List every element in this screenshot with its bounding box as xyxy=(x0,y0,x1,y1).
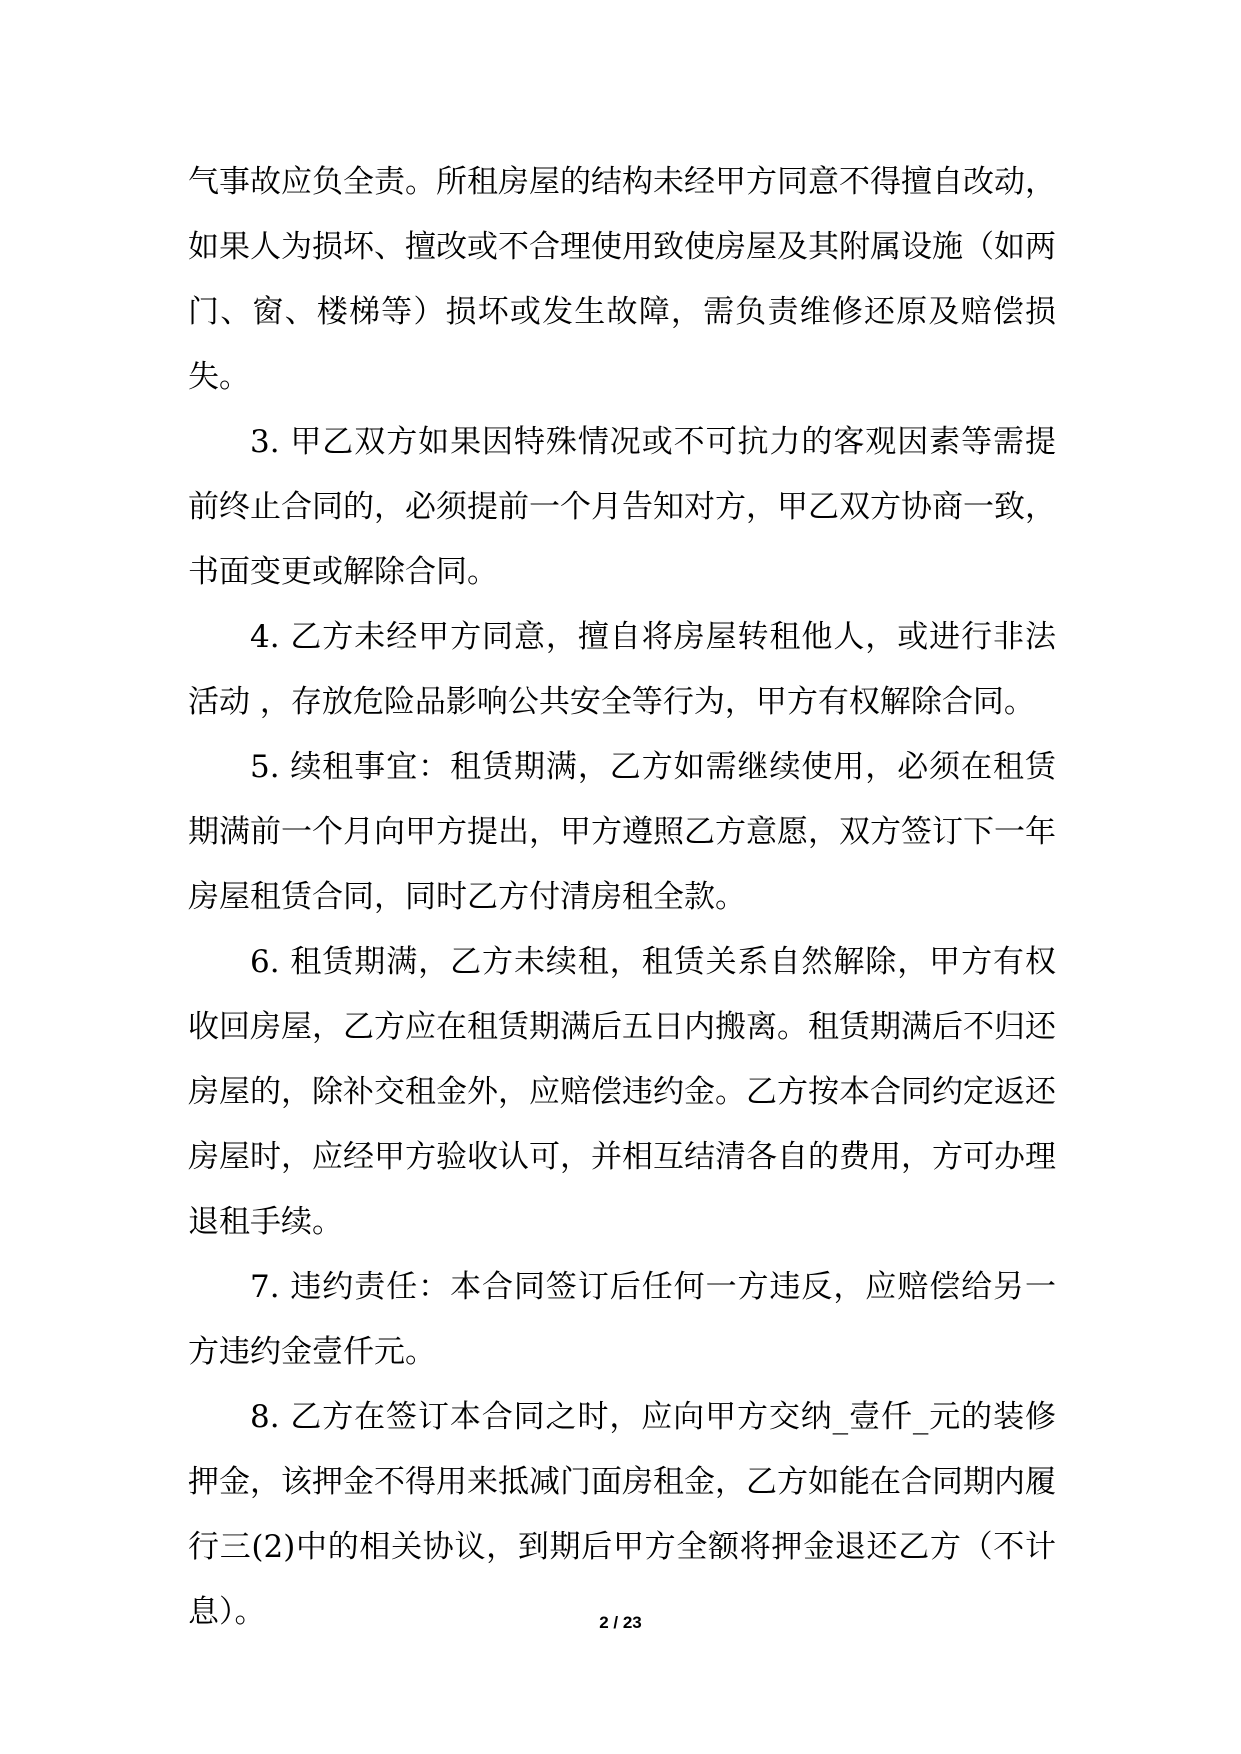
paragraph-clause-4-sublet: 4. 乙方未经甲方同意，擅自将房屋转租他人，或进行非法活动 ，存放危险品影响公共安全等行为，甲方有权解除合同。 xyxy=(188,619,1056,720)
paragraph-clause-5-renewal: 5. 续租事宜：租赁期满，乙方如需继续使用，必须在租赁期满前一个月向甲方提出，甲方遵照乙方意愿，双方签订下一年房屋租赁合同，同时乙方付清房租全款。 xyxy=(188,749,1056,915)
paragraph-clause-3-early-termination: 3. 甲乙双方如果因特殊情况或不可抗力的客观因素等需提前终止合同的，必须提前一个月告知对方，甲乙双方协商一致，书面变更或解除合同。 xyxy=(188,424,1056,590)
paragraph-clause-8-deposit: 8. 乙方在签订本合同之时，应向甲方交纳_壹仟_元的装修押金，该押金不得用来抵减门面房租金，乙方如能在合同期内履行三(2)中的相关协议，到期后甲方全额将押金退还乙方（不计息）。 xyxy=(188,1399,1056,1630)
paragraph-continued-liability: 气事故应负全责。所租房屋的结构未经甲方同意不得擅自改动，如果人为损坏、擅改或不合理使用致使房屋及其附属设施（如两门、窗、楼梯等）损坏或发生故障，需负责维修还原及赔偿损失。 xyxy=(188,164,1056,395)
paragraph-clause-7-liability: 7. 违约责任：本合同签订后任何一方违反，应赔偿给另一方违约金壹仟元。 xyxy=(188,1269,1056,1370)
page-number: 2 / 23 xyxy=(599,1613,642,1632)
document-body xyxy=(188,150,1056,1645)
paragraph-clause-6-lease-expiry: 6. 租赁期满，乙方未续租，租赁关系自然解除，甲方有权收回房屋，乙方应在租赁期满后五日内搬离。租赁期满后不归还房屋的，除补交租金外，应赔偿违约金。乙方按本合同约定返还房屋时，应经甲方验收认可，并相互结清各自的费用，方可办理退租手续。 xyxy=(188,944,1056,1240)
